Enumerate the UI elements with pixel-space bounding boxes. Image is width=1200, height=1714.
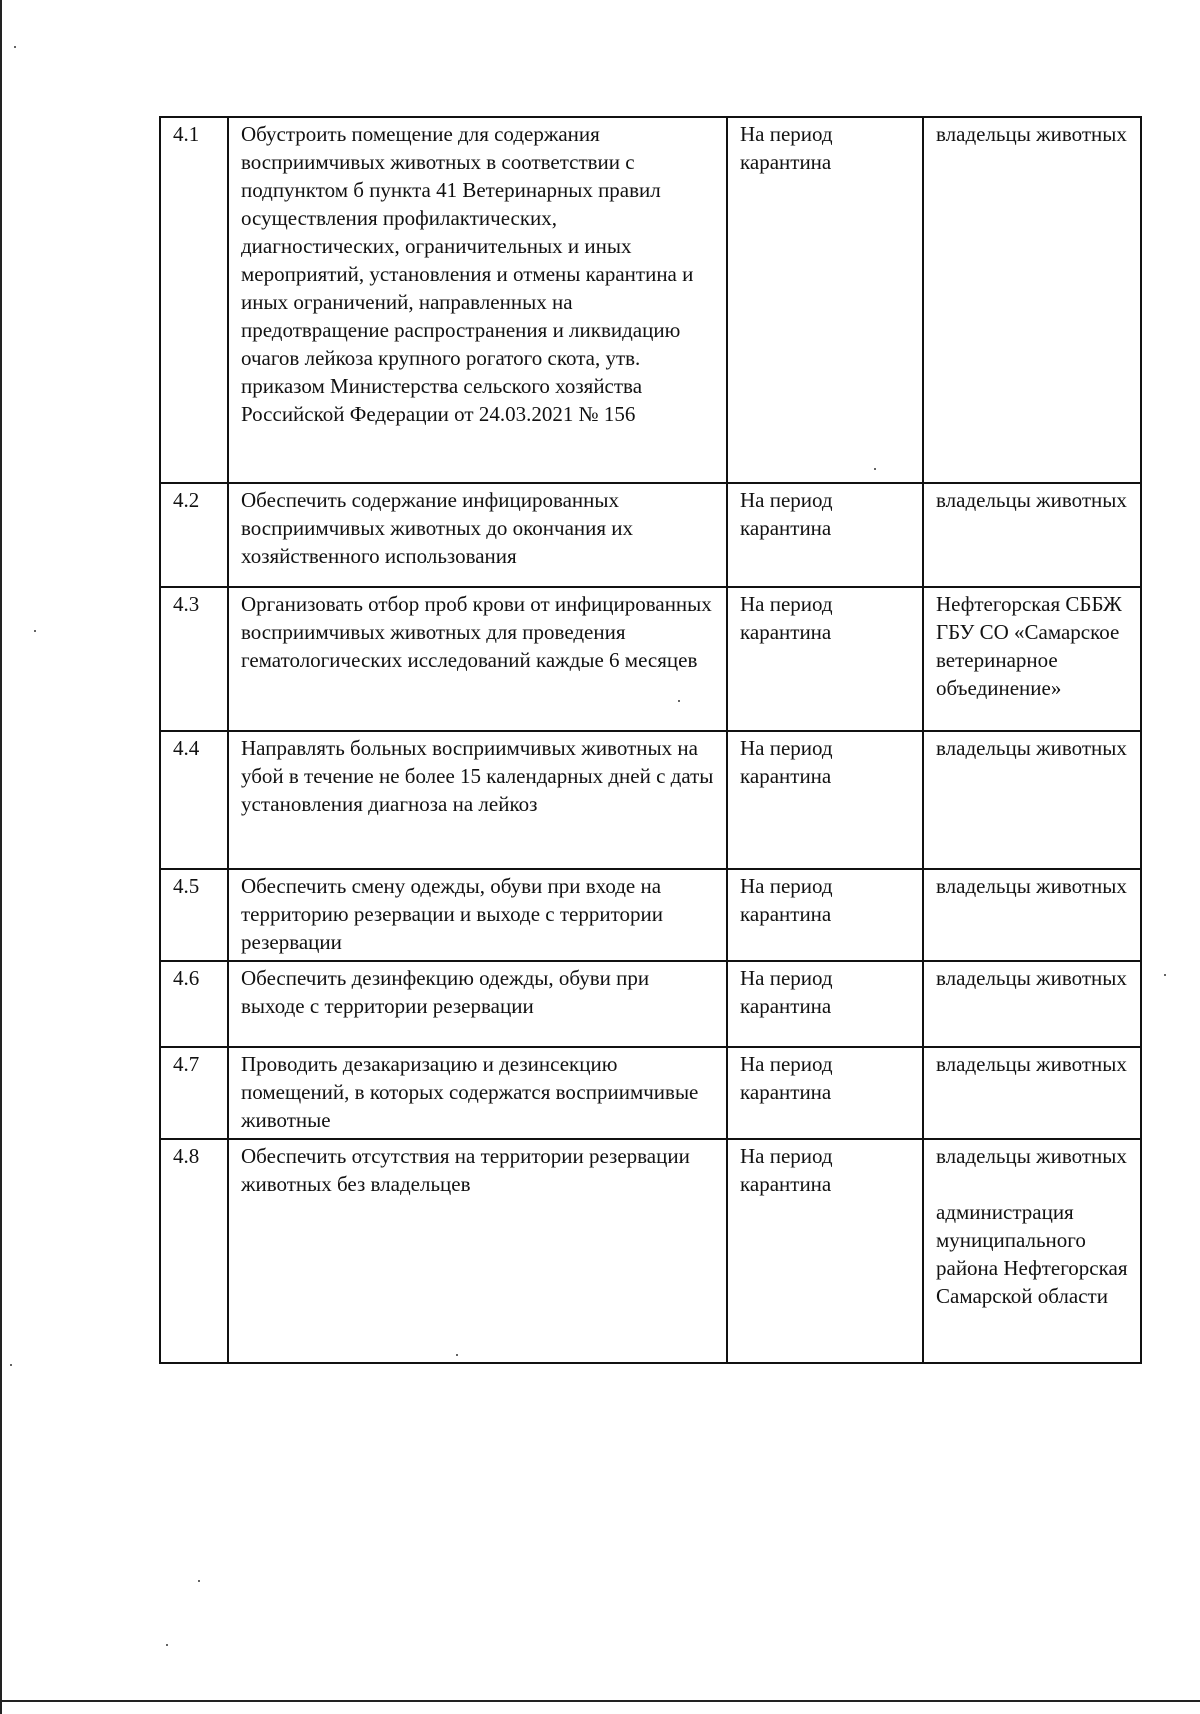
- row-responsible: [923, 961, 1141, 1047]
- row-action: Организовать отбор проб крови от инфицированных восприимчивых животных для проведения гематологических исследований каждые 6 месяцев: [228, 587, 727, 731]
- responsible-spacer: [936, 1170, 1130, 1198]
- row-number: 4.2: [160, 483, 228, 587]
- row-term: На период карантина: [727, 587, 923, 731]
- scan-edge-left: [0, 0, 2, 1714]
- responsible-party: владельцы животных: [936, 966, 1127, 990]
- row-action: Обеспечить отсутствия на территории резервации животных без владельцев: [228, 1139, 727, 1363]
- table-row: [160, 483, 1141, 587]
- table-row: [160, 731, 1141, 869]
- scan-speck: [10, 1364, 12, 1366]
- row-term: На период карантина: [727, 117, 923, 483]
- scan-speck: [166, 1644, 168, 1646]
- row-action: Обеспечить смену одежды, обуви при входе на территорию резервации и выходе с территории резервации: [228, 869, 727, 961]
- measures-table: [159, 116, 1142, 1364]
- scan-speck: [14, 46, 16, 48]
- row-action: Обустроить помещение для содержания восприимчивых животных в соответствии с подпунктом б пункта 41 Ветеринарных правил осуществления профилактических, диагностических, ограничительных и иных мероприятий, установления и отмены карантина и иных ограничений, направленных на предотвращение распространения и ликвидацию очагов лейкоза крупного рогатого скота, утв. приказом Министерства сельского хозяйства Российской Федерации от 24.03.2021 № 156: [228, 117, 727, 483]
- responsible-party: владельцы животных: [936, 874, 1127, 898]
- responsible-party: владельцы животных: [936, 488, 1127, 512]
- table-row: [160, 869, 1141, 961]
- table-row: [160, 587, 1141, 731]
- row-number: 4.6: [160, 961, 228, 1047]
- row-action: Обеспечить дезинфекцию одежды, обуви при выходе с территории резервации: [228, 961, 727, 1047]
- row-term: На период карантина: [727, 731, 923, 869]
- row-number: 4.3: [160, 587, 228, 731]
- row-responsible: [923, 117, 1141, 483]
- row-term: На период карантина: [727, 869, 923, 961]
- scan-speck: [34, 630, 36, 632]
- row-action: Обеспечить содержание инфицированных восприимчивых животных до окончания их хозяйственного использования: [228, 483, 727, 587]
- table-row: [160, 961, 1141, 1047]
- row-term: На период карантина: [727, 483, 923, 587]
- row-responsible: [923, 869, 1141, 961]
- responsible-party: владельцы животных: [936, 1144, 1127, 1168]
- row-action: Проводить дезакаризацию и дезинсекцию помещений, в которых содержатся восприимчивые животные: [228, 1047, 727, 1139]
- row-number: 4.8: [160, 1139, 228, 1363]
- row-number: 4.4: [160, 731, 228, 869]
- responsible-party: администрация муниципального района Нефтегорская Самарской области: [936, 1200, 1128, 1308]
- table-row: [160, 1139, 1141, 1363]
- row-responsible: [923, 587, 1141, 731]
- responsible-party: владельцы животных: [936, 1052, 1127, 1076]
- row-responsible: [923, 731, 1141, 869]
- scan-speck: [1164, 974, 1166, 976]
- row-number: 4.1: [160, 117, 228, 483]
- row-responsible: [923, 483, 1141, 587]
- scan-edge-bottom: [0, 1700, 1200, 1702]
- row-action: Направлять больных восприимчивых животных на убой в течение не более 15 календарных дней с даты установления диагноза на лейкоз: [228, 731, 727, 869]
- responsible-party: владельцы животных: [936, 122, 1127, 146]
- table-row: [160, 117, 1141, 483]
- row-responsible: [923, 1139, 1141, 1363]
- table-row: [160, 1047, 1141, 1139]
- row-number: 4.5: [160, 869, 228, 961]
- row-term: На период карантина: [727, 1047, 923, 1139]
- row-responsible: [923, 1047, 1141, 1139]
- row-term: На период карантина: [727, 961, 923, 1047]
- row-term: На период карантина: [727, 1139, 923, 1363]
- responsible-party: Нефтегорская СББЖ ГБУ СО «Самарское ветеринарное объединение»: [936, 592, 1122, 700]
- scan-speck: [198, 1580, 200, 1582]
- row-number: 4.7: [160, 1047, 228, 1139]
- responsible-party: владельцы животных: [936, 736, 1127, 760]
